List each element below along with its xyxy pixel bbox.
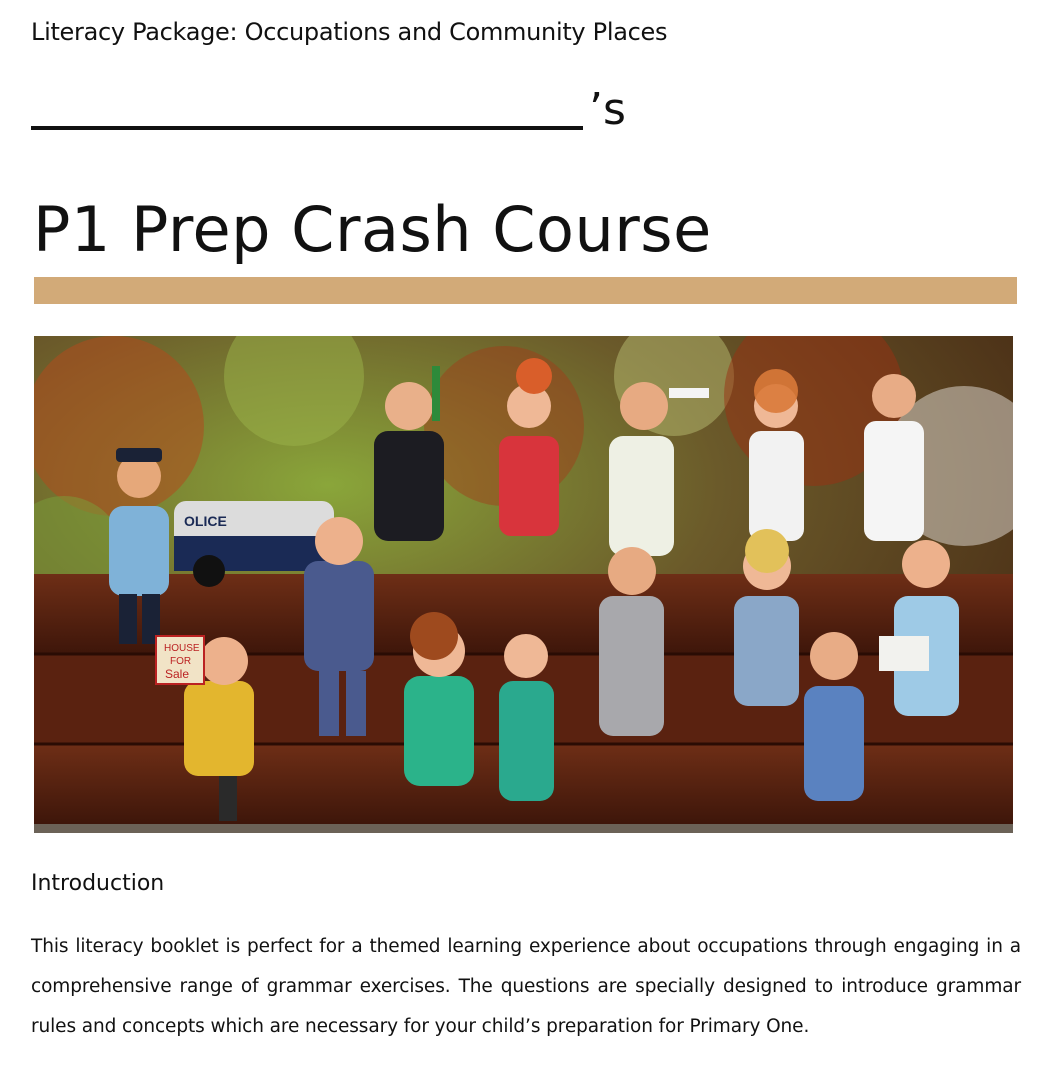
car-lettering: OLICE <box>184 513 227 529</box>
figurine-vet <box>749 369 804 541</box>
main-title: P1 Prep Crash Course <box>33 193 712 266</box>
figurine-mechanic <box>599 547 664 736</box>
name-blank-line[interactable] <box>31 70 583 130</box>
name-field-row <box>31 70 626 135</box>
occupation-figurines-photo <box>34 336 1013 833</box>
figurine-doctor <box>864 374 924 541</box>
accent-divider-bar <box>34 277 1017 304</box>
sign-line-3: Sale <box>165 667 190 681</box>
package-title: Literacy Package: Occupations and Community Places <box>31 18 668 46</box>
figurine-plumber <box>804 632 864 801</box>
introduction-heading: Introduction <box>31 871 165 896</box>
figurine-nurse-2 <box>499 634 554 801</box>
possessive-suffix: ’s <box>589 84 626 135</box>
introduction-body: This literacy booklet is perfect for a themed learning experience about occupations through engaging in a comprehensive range of grammar exercises. The questions are specially designed to introduce grammar rules and concepts which are necessary for your child’s preparation for Primary One. <box>31 936 1021 1037</box>
sign-line-1: HOUSE <box>164 643 200 654</box>
sign-line-2: FOR <box>170 656 192 667</box>
